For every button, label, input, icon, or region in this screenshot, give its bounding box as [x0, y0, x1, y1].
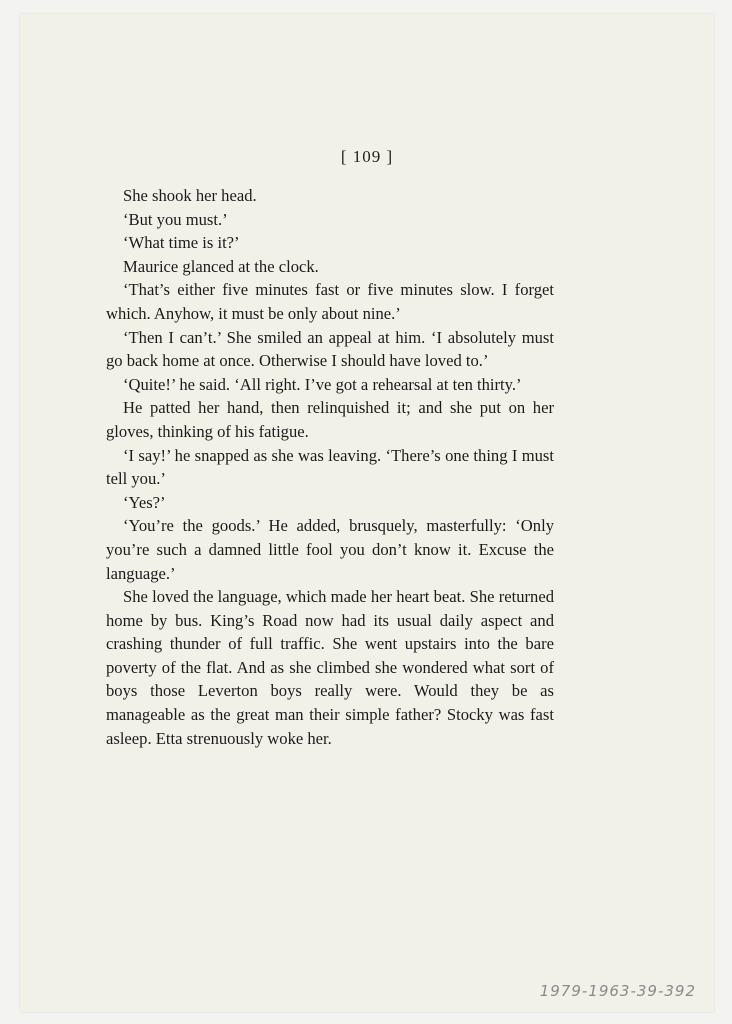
- paragraph: ‘But you must.’: [123, 209, 228, 229]
- page-number: [ 109 ]: [340, 147, 394, 166]
- paragraph: ‘What time is it?’: [123, 233, 240, 253]
- paragraph: She shook her head.: [123, 186, 257, 205]
- paragraph: ‘That’s either five minutes fast or five minutes slow. I forget which. Anyhow, it must be only about nine.’: [106, 280, 554, 323]
- paragraph: He patted her hand, then relinquished it; and she put on her gloves, thinking of his fatigue.: [106, 398, 554, 441]
- paragraph: ‘Then I can’t.’ She smiled an appeal at him. ‘I absolutely must go back home at once. Otherwise I should have loved to.’: [106, 327, 554, 371]
- paragraph: ‘I say!’ he snapped as she was leaving. ‘There’s one thing I must tell you.’: [106, 445, 554, 489]
- body-text: [106, 184, 554, 750]
- paragraph: ‘Quite!’ he said. ‘All right. I’ve got a rehearsal at ten thirty.’: [123, 374, 522, 394]
- paragraph: ‘You’re the goods.’ He added, brusquely, masterfully: ‘Only you’re such a damned little fool you don’t know it. Excuse the language.’: [106, 516, 554, 583]
- accession-mark: 1979-1963-39-392: [539, 982, 696, 1000]
- paragraph: She loved the language, which made her heart beat. She returned home by bus. King’s Road now had its usual daily aspect and crashing thunder of full traffic. She went upstairs into the bare poverty of the flat. And as she climbed she wondered what sort of boys those Leverton boys really were. Would they be as manageable as the great man their simple father? Stocky was fast asleep. Etta strenuously woke her.: [106, 587, 554, 748]
- book-page: [20, 14, 714, 1012]
- paragraph: Maurice glanced at the clock.: [123, 256, 319, 276]
- paragraph: ‘Yes?’: [123, 492, 166, 512]
